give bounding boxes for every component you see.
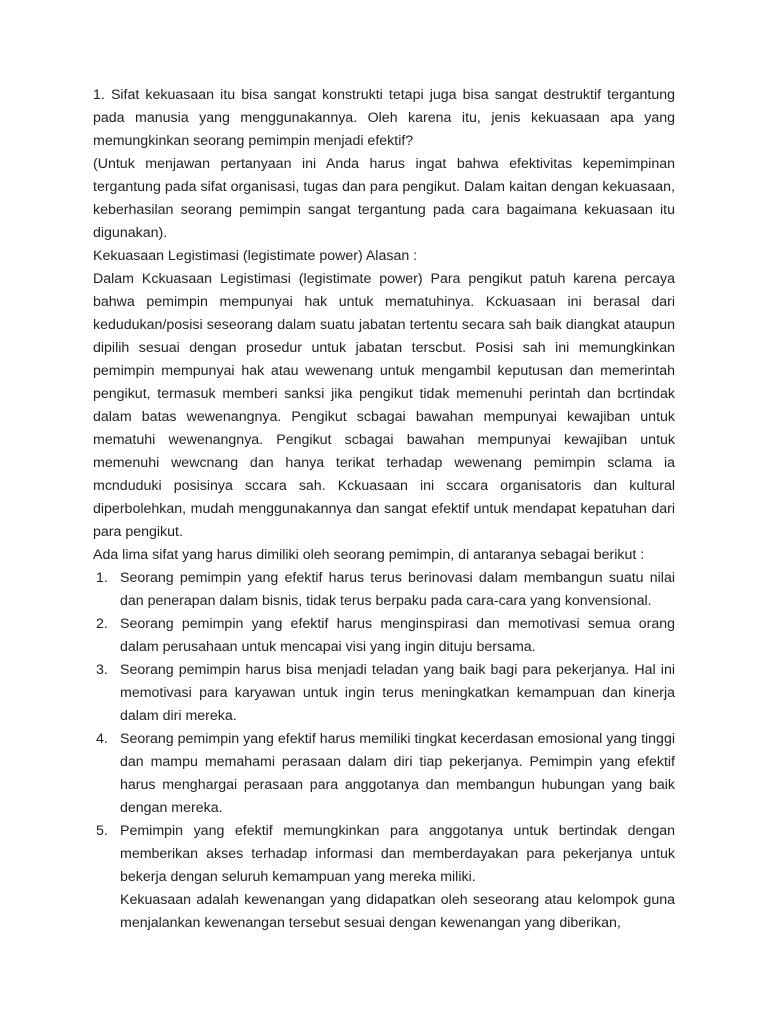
- list-item-text: Seorang pemimpin yang efektif harus terus berinovasi dalam membangun suatu nilai dan penerapan dalam bisnis, tidak terus berpaku pada cara-cara yang konvensional.: [120, 570, 675, 609]
- list-item: [93, 613, 675, 659]
- list-item-text: Seorang pemimpin yang efektif harus menginspirasi dan memotivasi semua orang dalam perusahaan untuk mencapai visi yang ingin dituju bersama.: [120, 616, 675, 655]
- list-item-number: 4.: [96, 731, 108, 747]
- closing-paragraph: Kekuasaan adalah kewenangan yang didapatkan oleh seseorang atau kelompok guna menjalankan kewenangan tersebut sesuai dengan kewenangan yang diberikan,: [120, 892, 675, 931]
- list-item-text: Seorang pemimpin yang efektif harus memiliki tingkat kecerdasan emosional yang tinggi dan mampu memahami perasaan dalam diri tiap pekerjanya. Pemimpin yang efektif harus menghargai perasaan para anggotanya dan membangun hubungan yang baik dengan mereka.: [120, 731, 675, 816]
- list-item-number: 2.: [96, 616, 108, 632]
- list-item-number: 3.: [96, 662, 108, 678]
- section-heading: Kekuasaan Legistimasi (legistimate power) Alasan :: [93, 248, 418, 264]
- list-item: [93, 567, 675, 613]
- list-item-text: Pemimpin yang efektif memungkinkan para anggotanya untuk bertindak dengan memberikan akses terhadap informasi dan memberdayakan para pekerjanya untuk bekerja dengan seluruh kemampuan yang mereka miliki.: [120, 823, 675, 885]
- intro-question: 1. Sifat kekuasaan itu bisa sangat konstrukti tetapi juga bisa sangat destruktif tergantung pada manusia yang menggunakannya. Oleh karena itu, jenis kekuasaan apa yang memungkinkan seorang pemimpin menjadi efektif?: [93, 87, 675, 149]
- list-item-number: 1.: [96, 570, 108, 586]
- leader-traits-list: [93, 567, 675, 889]
- document-page: [93, 84, 675, 935]
- list-item: [93, 820, 675, 889]
- list-intro: Ada lima sifat yang harus dimiliki oleh seorang pemimpin, di antaranya sebagai berikut :: [93, 547, 645, 563]
- list-item-number: 5.: [96, 823, 108, 839]
- answer-hint: (Untuk menjawan pertanyaan ini Anda harus ingat bahwa efektivitas kepemimpinan tergantung pada sifat organisasi, tugas dan para pengikut. Dalam kaitan dengan kekuasaan, keberhasilan seorang pemimpin sangat tergantung pada cara bagaimana kekuasaan itu digunakan).: [93, 156, 675, 241]
- explanation-paragraph: Dalam Kckuasaan Legistimasi (legistimate power) Para pengikut patuh karena percaya bahwa pemimpin mempunyai hak untuk mematuhinya. Kckuasaan ini berasal dari kedudukan/posisi seseorang dalam suatu jabatan tertentu secara sah baik diangkat ataupun dipilih sesuai dengan prosedur untuk jabatan terscbut. Posisi sah ini memungkinkan pemimpin mempunyai hak atau wewenang untuk mengambil keputusan dan memerintah pengikut, termasuk memberi sanksi jika pengikut tidak memenuhi perintah dan bcrtindak dalam batas wewenangnya. Pengikut scbagai bawahan mempunyai kewajiban untuk mematuhi wewenangnya. Pengikut scbagai bawahan mempunyai kewajiban untuk memenuhi wewcnang dan hanya terikat terhadap wewenang pemimpin sclama ia mcnduduki posisinya sccara sah. Kckuasaan ini sccara organisatoris dan kultural diperbolehkan, mudah menggunakannya dan sangat efektif untuk mendapat kepatuhan dari para pengikut.: [93, 271, 675, 540]
- list-item: [93, 659, 675, 728]
- list-item-text: Seorang pemimpin harus bisa menjadi teladan yang baik bagi para pekerjanya. Hal ini memotivasi para karyawan untuk ingin terus meningkatkan kemampuan dan kinerja dalam diri mereka.: [120, 662, 675, 724]
- list-item: [93, 728, 675, 820]
